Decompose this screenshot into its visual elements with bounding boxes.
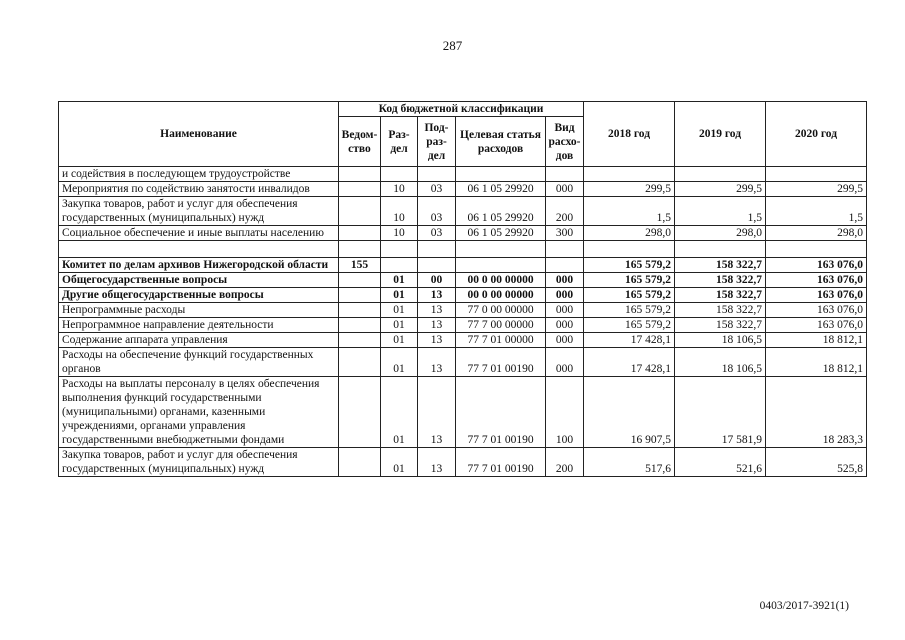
row-razdel: [381, 167, 418, 182]
row-vid-rashodov: 000: [546, 182, 584, 197]
row-celevaya-statya: [456, 258, 546, 273]
row-name: Мероприятия по содействию занятости инвалидов: [59, 182, 339, 197]
row-vedomstvo: [339, 318, 381, 333]
row-value-2019: 158 322,7: [675, 303, 766, 318]
row-razdel: 01: [381, 288, 418, 303]
row-name: Социальное обеспечение и иные выплаты населению: [59, 226, 339, 241]
row-value-2019: 1,5: [675, 197, 766, 226]
row-name: Комитет по делам архивов Нижегородской области: [59, 258, 339, 273]
header-podrazdel: Под-раз-дел: [418, 117, 456, 167]
row-value-2020: 163 076,0: [766, 303, 867, 318]
row-vid-rashodov: 000: [546, 333, 584, 348]
row-vedomstvo: [339, 333, 381, 348]
row-vedomstvo: [339, 303, 381, 318]
empty-cell: [59, 241, 339, 258]
header-2019: 2019 год: [675, 102, 766, 167]
row-razdel: 10: [381, 197, 418, 226]
row-vedomstvo: [339, 348, 381, 377]
row-podrazdel: 13: [418, 303, 456, 318]
row-vid-rashodov: [546, 258, 584, 273]
table-row: [59, 318, 867, 333]
header-code-group: Код бюджетной классификации: [339, 102, 584, 117]
row-podrazdel: 03: [418, 226, 456, 241]
row-vedomstvo: [339, 377, 381, 448]
row-value-2020: 525,8: [766, 448, 867, 477]
row-vid-rashodov: 000: [546, 348, 584, 377]
budget-table: [58, 101, 867, 477]
row-celevaya-statya: 00 0 00 00000: [456, 273, 546, 288]
row-celevaya-statya: 06 1 05 29920: [456, 226, 546, 241]
row-value-2020: 299,5: [766, 182, 867, 197]
document-code: 0403/2017-3921(1): [759, 600, 849, 612]
table-row: [59, 258, 867, 273]
row-vid-rashodov: 000: [546, 288, 584, 303]
row-vid-rashodov: 200: [546, 197, 584, 226]
row-vedomstvo: [339, 448, 381, 477]
row-vid-rashodov: 000: [546, 318, 584, 333]
header-vid-rashodov: Вид расхо-дов: [546, 117, 584, 167]
row-value-2018: 1,5: [584, 197, 675, 226]
table-row: [59, 377, 867, 448]
table-row: [59, 288, 867, 303]
empty-cell: [766, 241, 867, 258]
row-celevaya-statya: 77 7 01 00190: [456, 377, 546, 448]
row-vid-rashodov: [546, 167, 584, 182]
row-razdel: 01: [381, 303, 418, 318]
row-vedomstvo: [339, 182, 381, 197]
header-2020: 2020 год: [766, 102, 867, 167]
table-row: [59, 303, 867, 318]
row-razdel: [381, 258, 418, 273]
table-row: [59, 226, 867, 241]
row-value-2020: 163 076,0: [766, 258, 867, 273]
header-2018: 2018 год: [584, 102, 675, 167]
row-value-2019: 158 322,7: [675, 288, 766, 303]
row-vid-rashodov: 000: [546, 303, 584, 318]
row-celevaya-statya: 06 1 05 29920: [456, 182, 546, 197]
row-value-2018: 17 428,1: [584, 333, 675, 348]
row-value-2020: 18 812,1: [766, 333, 867, 348]
row-value-2020: [766, 167, 867, 182]
row-podrazdel: 03: [418, 182, 456, 197]
row-razdel: 01: [381, 333, 418, 348]
table-row: [59, 273, 867, 288]
row-name: и содействия в последующем трудоустройстве: [59, 167, 339, 182]
row-razdel: 10: [381, 226, 418, 241]
row-razdel: 01: [381, 318, 418, 333]
row-vedomstvo: [339, 273, 381, 288]
row-name: Закупка товаров, работ и услуг для обеспечения государственных (муниципальных) нужд: [59, 448, 339, 477]
table-row: [59, 333, 867, 348]
empty-cell: [339, 241, 381, 258]
row-vedomstvo: [339, 197, 381, 226]
empty-cell: [456, 241, 546, 258]
row-value-2018: [584, 167, 675, 182]
row-value-2019: 158 322,7: [675, 273, 766, 288]
row-podrazdel: 13: [418, 448, 456, 477]
row-name: Непрограммные расходы: [59, 303, 339, 318]
row-razdel: 01: [381, 377, 418, 448]
row-name: Содержание аппарата управления: [59, 333, 339, 348]
row-podrazdel: 13: [418, 288, 456, 303]
table-row: [59, 197, 867, 226]
row-value-2018: 165 579,2: [584, 303, 675, 318]
row-vid-rashodov: 200: [546, 448, 584, 477]
row-name: Расходы на выплаты персоналу в целях обеспечения выполнения функций государственными (муниципальными) органами, казенными учреждениями, органами управления государственными внебюджетными фондами: [59, 377, 339, 448]
row-celevaya-statya: 06 1 05 29920: [456, 197, 546, 226]
row-podrazdel: 00: [418, 273, 456, 288]
row-value-2020: 298,0: [766, 226, 867, 241]
header-name: Наименование: [59, 102, 339, 167]
row-name: Общегосударственные вопросы: [59, 273, 339, 288]
row-celevaya-statya: 00 0 00 00000: [456, 288, 546, 303]
row-celevaya-statya: 77 7 01 00000: [456, 333, 546, 348]
empty-cell: [418, 241, 456, 258]
row-value-2019: 18 106,5: [675, 333, 766, 348]
table-row: [59, 448, 867, 477]
row-value-2019: 299,5: [675, 182, 766, 197]
row-value-2020: 163 076,0: [766, 288, 867, 303]
row-value-2018: 165 579,2: [584, 288, 675, 303]
row-podrazdel: [418, 167, 456, 182]
row-value-2018: 298,0: [584, 226, 675, 241]
row-name: Другие общегосударственные вопросы: [59, 288, 339, 303]
row-value-2018: 165 579,2: [584, 318, 675, 333]
row-vid-rashodov: 100: [546, 377, 584, 448]
row-podrazdel: 13: [418, 377, 456, 448]
table-body: [59, 167, 867, 477]
row-vedomstvo: [339, 226, 381, 241]
row-podrazdel: 03: [418, 197, 456, 226]
empty-cell: [381, 241, 418, 258]
row-podrazdel: 13: [418, 318, 456, 333]
header-vedomstvo: Ведом-ство: [339, 117, 381, 167]
row-value-2019: [675, 167, 766, 182]
row-name: Непрограммное направление деятельности: [59, 318, 339, 333]
row-razdel: 10: [381, 182, 418, 197]
row-value-2019: 521,6: [675, 448, 766, 477]
row-celevaya-statya: 77 7 01 00190: [456, 348, 546, 377]
row-vedomstvo: [339, 288, 381, 303]
table-row: [59, 167, 867, 182]
row-value-2018: 299,5: [584, 182, 675, 197]
row-value-2018: 16 907,5: [584, 377, 675, 448]
table-row: [59, 182, 867, 197]
row-value-2019: 17 581,9: [675, 377, 766, 448]
empty-cell: [675, 241, 766, 258]
row-podrazdel: [418, 258, 456, 273]
row-celevaya-statya: [456, 167, 546, 182]
empty-cell: [546, 241, 584, 258]
row-value-2018: 165 579,2: [584, 273, 675, 288]
row-value-2020: 18 812,1: [766, 348, 867, 377]
header-razdel: Раз-дел: [381, 117, 418, 167]
row-celevaya-statya: 77 7 00 00000: [456, 318, 546, 333]
row-value-2020: 1,5: [766, 197, 867, 226]
row-vid-rashodov: 300: [546, 226, 584, 241]
row-value-2018: 17 428,1: [584, 348, 675, 377]
row-value-2018: 517,6: [584, 448, 675, 477]
row-podrazdel: 13: [418, 348, 456, 377]
row-razdel: 01: [381, 273, 418, 288]
row-vedomstvo: 155: [339, 258, 381, 273]
row-value-2019: 158 322,7: [675, 318, 766, 333]
row-value-2020: 18 283,3: [766, 377, 867, 448]
empty-cell: [584, 241, 675, 258]
row-celevaya-statya: 77 0 00 00000: [456, 303, 546, 318]
row-name: Расходы на обеспечение функций государственных органов: [59, 348, 339, 377]
page-number: 287: [442, 38, 463, 53]
table-row: [59, 241, 867, 258]
row-value-2019: 298,0: [675, 226, 766, 241]
row-razdel: 01: [381, 448, 418, 477]
row-name: Закупка товаров, работ и услуг для обеспечения государственных (муниципальных) нужд: [59, 197, 339, 226]
row-vid-rashodov: 000: [546, 273, 584, 288]
header-celevaya-statya: Целевая статья расходов: [456, 117, 546, 167]
row-value-2019: 18 106,5: [675, 348, 766, 377]
row-celevaya-statya: 77 7 01 00190: [456, 448, 546, 477]
row-vedomstvo: [339, 167, 381, 182]
table-row: [59, 348, 867, 377]
row-value-2020: 163 076,0: [766, 318, 867, 333]
row-podrazdel: 13: [418, 333, 456, 348]
row-value-2020: 163 076,0: [766, 273, 867, 288]
row-value-2018: 165 579,2: [584, 258, 675, 273]
row-razdel: 01: [381, 348, 418, 377]
row-value-2019: 158 322,7: [675, 258, 766, 273]
